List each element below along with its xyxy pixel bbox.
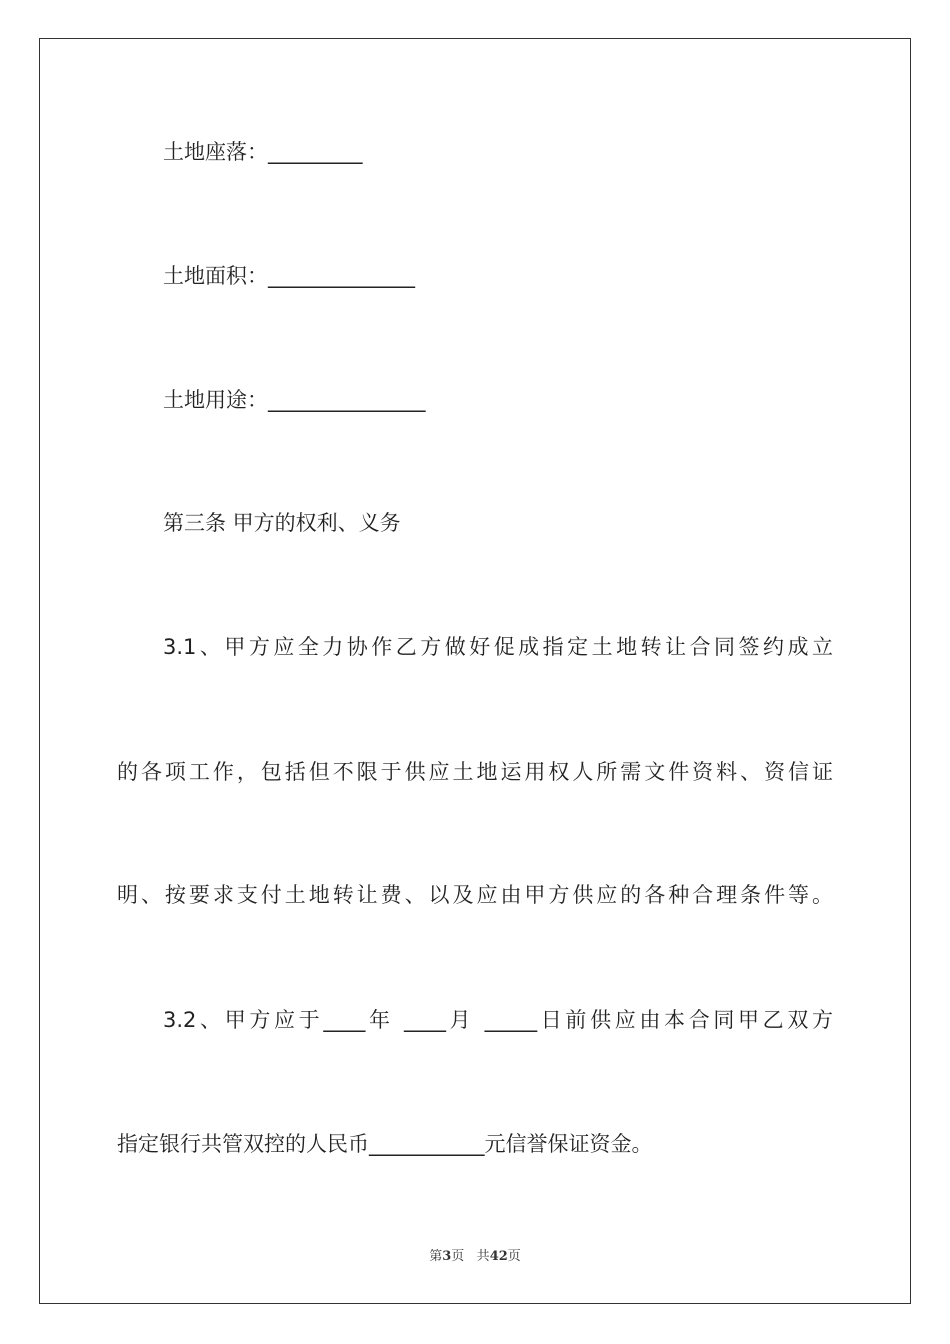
page-border bbox=[39, 38, 911, 1304]
land-use-field: 土地用途：_______________ bbox=[163, 388, 426, 412]
clause-3-2-line-1: 3.2、甲方应于____年 ____月 _____日前供应由本合同甲乙双方 bbox=[163, 1008, 833, 1032]
article-three-heading: 第三条 甲方的权利、义务 bbox=[163, 511, 401, 535]
current-page-number: 3 bbox=[442, 1249, 452, 1264]
clause-3-2-line-2: 指定银行共管双控的人民币___________元信誉保证资金。 bbox=[117, 1132, 653, 1156]
land-area-field: 土地面积：______________ bbox=[163, 264, 415, 288]
footer-total-suffix: 页 bbox=[507, 1249, 521, 1264]
clause-3-1-line-2: 的各项工作，包括但不限于供应土地运用权人所需文件资料、资信证 bbox=[117, 760, 833, 784]
clause-3-1-line-1: 3.1、甲方应全力协作乙方做好促成指定土地转让合同签约成立 bbox=[163, 635, 833, 659]
land-location-field: 土地座落：_________ bbox=[163, 140, 363, 164]
footer-page-suffix: 页 bbox=[451, 1249, 465, 1264]
page-footer bbox=[0, 1245, 950, 1264]
footer-prefix: 第 bbox=[429, 1249, 443, 1264]
total-page-count: 42 bbox=[489, 1249, 508, 1264]
footer-total-prefix: 共 bbox=[476, 1249, 490, 1264]
clause-3-1-line-3: 明、按要求支付土地转让费、以及应由甲方供应的各种合理条件等。 bbox=[117, 883, 833, 907]
